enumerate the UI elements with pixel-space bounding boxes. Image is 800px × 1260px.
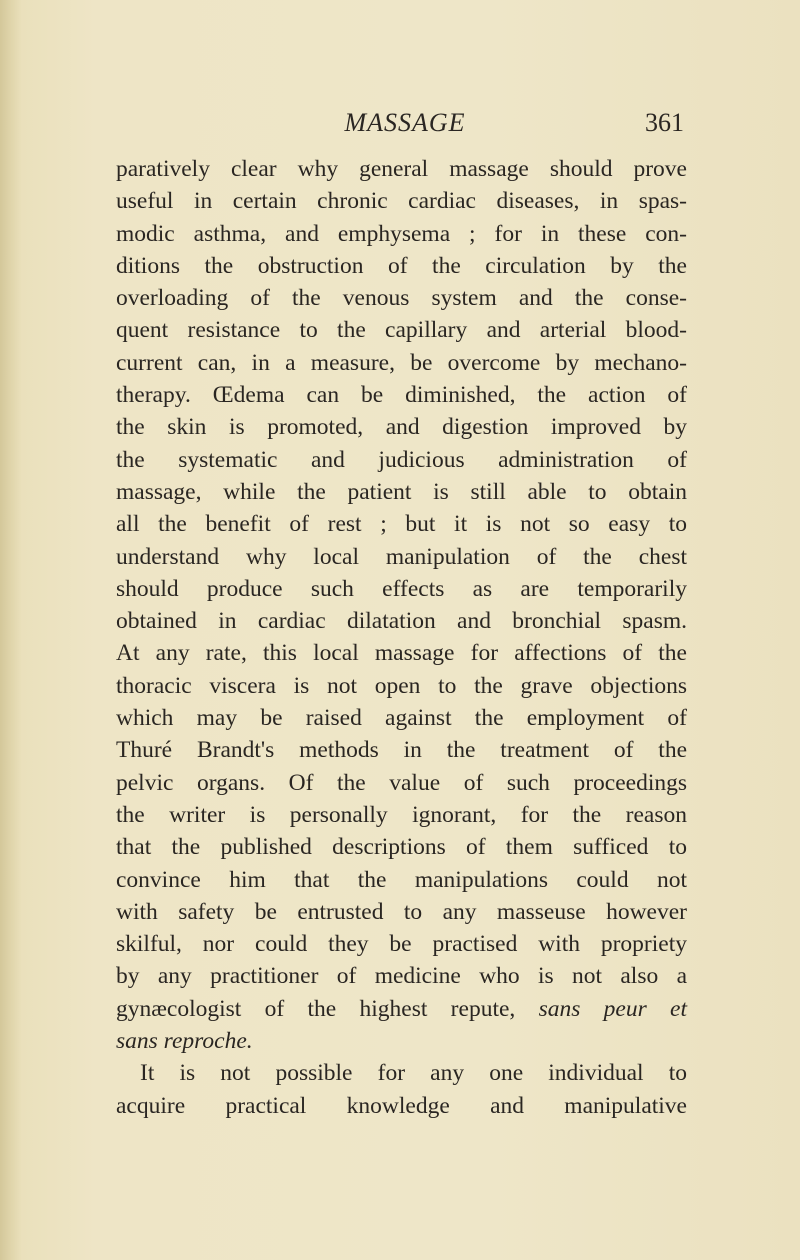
running-head xyxy=(0,103,800,143)
text-line: current can, in a measure, be overcome by mechano- xyxy=(116,349,687,376)
text-line: understand why local manipulation of the chest xyxy=(116,543,687,570)
text-line: modic asthma, and emphysema ; for in these con- xyxy=(116,220,687,247)
text-line: It is not possible for any one individual to xyxy=(140,1060,687,1087)
text-line: the systematic and judicious administration of xyxy=(116,446,687,473)
text-line: At any rate, this local massage for affections of the xyxy=(116,640,687,667)
text-line-with-italic xyxy=(116,993,687,1025)
binding-gutter xyxy=(0,0,22,1260)
text-line: all the benefit of rest ; but it is not so easy to xyxy=(116,511,687,538)
text-fragment: gynæcologist of the highest repute, xyxy=(116,995,516,1022)
text-line: therapy. Œdema can be diminished, the action of xyxy=(116,382,687,409)
text-line: Thuré Brandt's methods in the treatment of the xyxy=(116,737,687,764)
text-line: with safety be entrusted to any masseuse however xyxy=(116,898,687,925)
text-line: by any practitioner of medicine who is not also a xyxy=(116,963,687,990)
text-line: the skin is promoted, and digestion improved by xyxy=(116,414,687,441)
paragraph-end-line xyxy=(116,1025,687,1057)
italic-phrase-continued: sans reproche. xyxy=(116,1028,253,1055)
text-line: that the published descriptions of them sufficed to xyxy=(116,834,687,861)
text-line: obtained in cardiac dilatation and bronchial spasm. xyxy=(116,608,687,635)
text-line: overloading of the venous system and the conse- xyxy=(116,285,687,312)
text-line: thoracic viscera is not open to the grave objections xyxy=(116,672,687,699)
text-line: pelvic organs. Of the value of such proceedings xyxy=(116,769,687,796)
text-line: massage, while the patient is still able to obtain xyxy=(116,478,687,505)
text-line: useful in certain chronic cardiac diseases, in spas- xyxy=(116,188,687,215)
text-line: convince him that the manipulations could not xyxy=(116,866,687,893)
running-head-title: MASSAGE xyxy=(344,108,466,137)
text-line: quent resistance to the capillary and arterial blood- xyxy=(116,317,687,344)
page-number: 361 xyxy=(645,108,684,137)
text-line: ditions the obstruction of the circulation by the xyxy=(116,252,687,279)
body-text xyxy=(116,153,687,1122)
text-line: should produce such effects as are temporarily xyxy=(116,575,687,602)
text-line: which may be raised against the employment of xyxy=(116,705,687,732)
italic-phrase: sans peur et xyxy=(538,995,687,1022)
text-line: skilful, nor could they be practised with propriety xyxy=(116,931,687,958)
text-line: paratively clear why general massage should prove xyxy=(116,156,687,182)
text-line: the writer is personally ignorant, for the reason xyxy=(116,801,687,828)
text-line: acquire practical knowledge and manipulative xyxy=(116,1092,687,1119)
